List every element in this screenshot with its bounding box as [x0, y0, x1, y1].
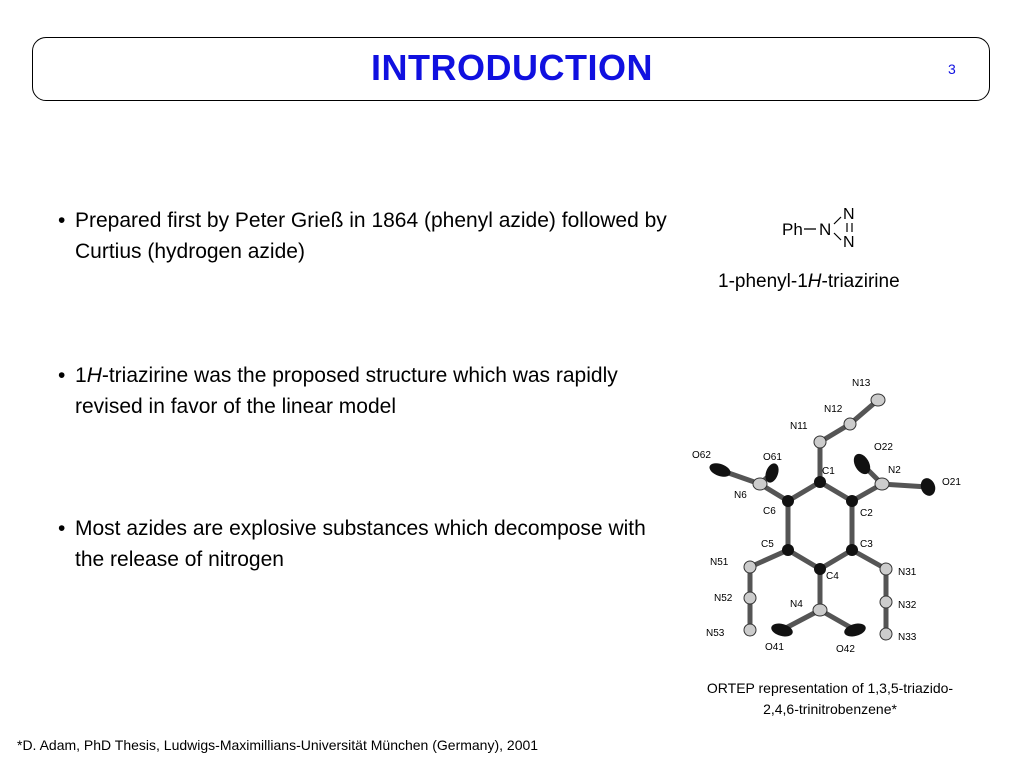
- svg-text:N4: N4: [790, 599, 803, 610]
- svg-text:C2: C2: [860, 508, 873, 519]
- svg-text:O42: O42: [836, 644, 855, 655]
- svg-text:N6: N6: [734, 490, 747, 501]
- svg-text:C5: C5: [761, 539, 774, 550]
- ortep-caption: ORTEP representation of 1,3,5-triazido-2,4,6-trinitrobenzene*: [706, 680, 954, 717]
- bond-n1-n2: [834, 217, 841, 224]
- triazirine-structure: [700, 195, 980, 300]
- svg-text:O62: O62: [692, 450, 711, 461]
- footnote: *D. Adam, PhD Thesis, Ludwigs-Maximillians-Universität München (Germany), 2001: [17, 737, 539, 753]
- n2-label: N: [843, 206, 855, 223]
- svg-text:N13: N13: [852, 378, 871, 389]
- svg-text:C3: C3: [860, 539, 873, 550]
- svg-text:O21: O21: [942, 477, 961, 488]
- page-number: 3: [948, 61, 956, 77]
- bullet-item-2: [58, 360, 668, 422]
- triazirine-label: 1-phenyl-1H-triazirine: [718, 271, 900, 292]
- bullet-dot: •: [58, 364, 66, 387]
- svg-text:O41: O41: [765, 642, 784, 653]
- svg-text:C6: C6: [763, 506, 776, 517]
- svg-text:N12: N12: [824, 404, 843, 415]
- svg-text:N51: N51: [710, 557, 729, 568]
- svg-text:N32: N32: [898, 600, 917, 611]
- slide-title: INTRODUCTION: [371, 47, 653, 88]
- bullet-text-2: 1H-triazirine was the proposed structure which was rapidly revised in favor of the linear model: [75, 364, 618, 418]
- bullet-dot: •: [58, 517, 66, 540]
- bullet-dot: •: [58, 209, 66, 232]
- svg-text:O61: O61: [763, 452, 782, 463]
- n3-label: N: [843, 234, 855, 251]
- svg-text:N52: N52: [714, 593, 733, 604]
- svg-text:N11: N11: [790, 421, 808, 432]
- svg-text:N2: N2: [888, 465, 901, 476]
- bond-n1-n3: [834, 233, 841, 240]
- n1-label: N: [819, 220, 832, 239]
- svg-text:N53: N53: [706, 628, 725, 639]
- ph-label: Ph: [782, 220, 803, 239]
- svg-text:C4: C4: [826, 571, 839, 582]
- svg-text:O22: O22: [874, 442, 893, 453]
- svg-text:N31: N31: [898, 567, 917, 578]
- ortep-diagram: [690, 372, 980, 667]
- bullet-text-1: Prepared first by Peter Grieß in 1864 (phenyl azide) followed by Curtius (hydrogen azide): [75, 209, 667, 263]
- bullet-text-3: Most azides are explosive substances which decompose with the release of nitrogen: [75, 517, 646, 571]
- svg-text:C1: C1: [822, 466, 835, 477]
- bullet-item-1: [58, 205, 668, 267]
- svg-text:N33: N33: [898, 632, 917, 643]
- bullet-item-3: [58, 513, 668, 575]
